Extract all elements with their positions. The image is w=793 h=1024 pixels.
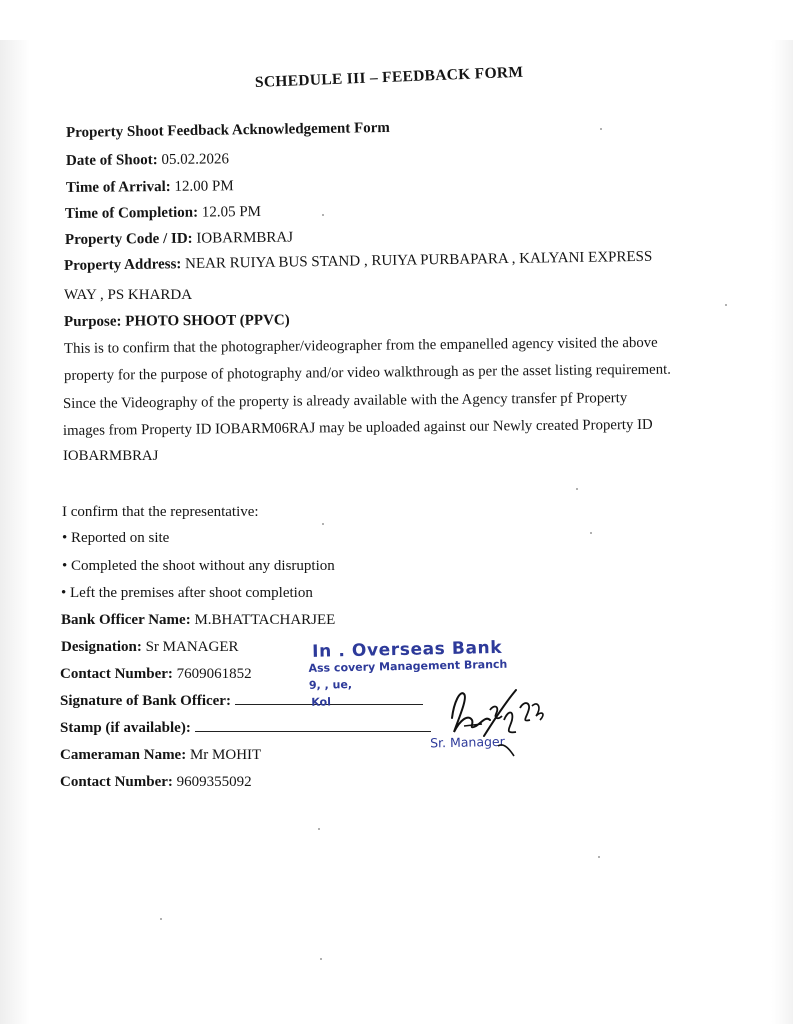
cameraman-contact-row — [60, 773, 252, 791]
time-of-arrival-value: 12.00 PM — [174, 178, 234, 195]
property-code-row — [65, 229, 293, 249]
scan-speck — [322, 214, 324, 216]
scan-speck — [598, 856, 600, 858]
officer-contact-row — [60, 665, 252, 683]
date-of-shoot-label: Date of Shoot: — [65, 152, 158, 169]
scan-speck — [590, 532, 592, 534]
stamp-line-bank-name: In . Overseas Bank — [311, 637, 503, 662]
scan-speck — [725, 304, 727, 306]
form-title: SCHEDULE III – FEEDBACK FORM — [254, 63, 524, 91]
paragraph-line-5: IOBARMBRAJ — [63, 448, 159, 464]
property-code-value: IOBARMBRAJ — [196, 229, 294, 247]
paragraph-line-3: Since the Videography of the property is already available with the Agency transfer pf Property — [62, 390, 628, 412]
designation-value: Sr MANAGER — [145, 639, 239, 655]
time-of-completion-row — [65, 203, 261, 223]
purpose-value: PHOTO SHOOT (PPVC) — [125, 312, 290, 330]
designation-row — [61, 638, 239, 656]
designation-label: Designation: — [61, 639, 142, 655]
stamp-line-branch: Ass covery Management Branch — [308, 657, 508, 675]
scan-speck — [318, 828, 320, 830]
property-address-value-line1: NEAR RUIYA BUS STAND , RUIYA PURBAPARA , KALYANI EXPRESS — [184, 248, 653, 273]
cameraman-name-value: Mr MOHIT — [189, 747, 262, 763]
confirm-intro: I confirm that the representative: — [62, 504, 259, 520]
paragraph-line-2: property for the purpose of photography and/or video walkthrough as per the asset listing requirement. — [63, 361, 671, 384]
scan-speck — [160, 918, 162, 920]
scan-speck — [322, 523, 324, 525]
bank-officer-name-value: M.BHATTACHARJEE — [194, 612, 336, 628]
scan-speck — [320, 958, 322, 960]
scan-speck — [576, 488, 578, 490]
stamp-line-address: 9, , ue, — [308, 678, 353, 692]
handwritten-signature — [424, 680, 554, 760]
stamp-line-city: Kol — [311, 695, 332, 709]
date-of-shoot-value: 05.02.2026 — [161, 151, 229, 169]
officer-contact-value: 7609061852 — [176, 666, 252, 682]
bullet-left-premises: • Left the premises after shoot completion — [61, 585, 313, 601]
time-of-completion-label: Time of Completion: — [64, 204, 199, 222]
scan-left-edge-shadow — [0, 40, 30, 1024]
date-of-shoot-row — [66, 150, 229, 170]
cameraman-name-row — [60, 746, 261, 764]
purpose-label: Purpose: — [63, 313, 122, 330]
property-code-label: Property Code / ID: — [64, 230, 193, 248]
form-subtitle: Property Shoot Feedback Acknowledgement Form — [65, 119, 390, 141]
purpose-row — [64, 311, 290, 331]
scan-speck — [600, 128, 602, 130]
cameraman-name-label: Cameraman Name: — [60, 747, 187, 763]
bullet-completed-shoot: • Completed the shoot without any disruption — [62, 558, 335, 574]
bullet-reported-on-site: • Reported on site — [62, 530, 170, 546]
officer-contact-label: Contact Number: — [60, 666, 173, 682]
signature-label: Signature of Bank Officer: — [60, 693, 231, 709]
property-address-row — [64, 248, 653, 275]
time-of-arrival-label: Time of Arrival: — [65, 178, 171, 196]
stamp-line-designation: Sr. Manager — [429, 733, 505, 751]
time-of-completion-value: 12.05 PM — [201, 203, 262, 221]
bank-officer-name-row — [61, 611, 335, 629]
bank-officer-name-label: Bank Officer Name: — [61, 612, 191, 628]
paragraph-line-1: This is to confirm that the photographer/videographer from the empanelled agency visited the above — [63, 334, 658, 357]
cameraman-contact-value: 9609355092 — [176, 774, 252, 790]
paragraph-line-4: images from Property ID IOBARM06RAJ may be uploaded against our Newly created Property ID — [62, 416, 653, 439]
cameraman-contact-label: Contact Number: — [60, 774, 173, 790]
property-address-label: Property Address: — [63, 256, 182, 274]
property-address-value-line2: WAY , PS KHARDA — [64, 287, 193, 303]
time-of-arrival-row — [66, 177, 234, 197]
stamp-label: Stamp (if available): — [60, 720, 191, 736]
scan-right-edge-shadow — [771, 40, 793, 1024]
